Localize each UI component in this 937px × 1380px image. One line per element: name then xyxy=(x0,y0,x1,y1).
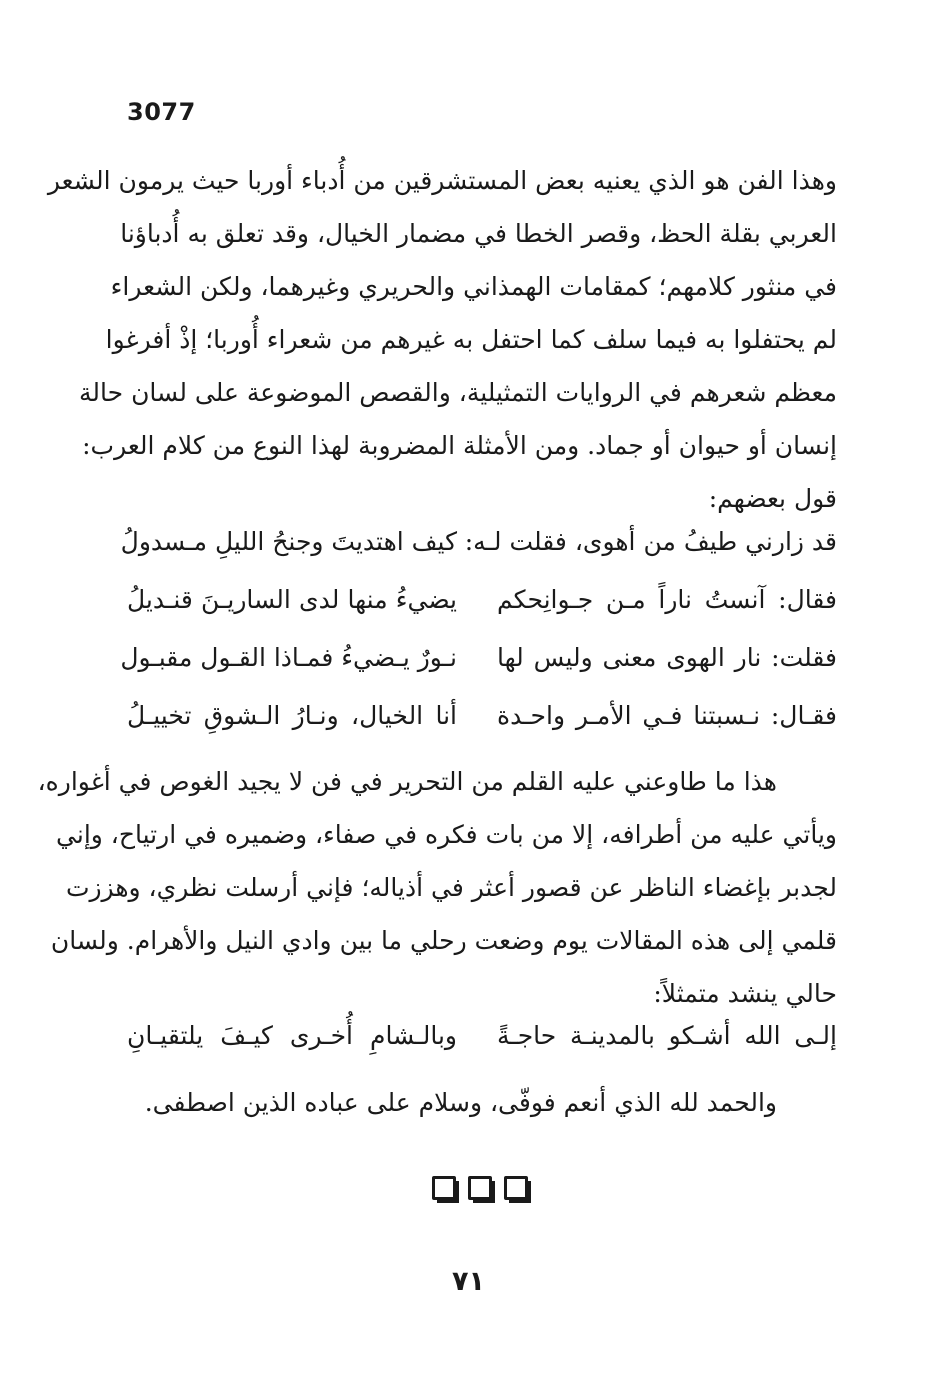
poem-verse xyxy=(127,688,837,746)
poem-verse xyxy=(127,1008,837,1066)
verse-second-hemistich: أنا الخيال، ونـارُ الـشوقِ تخييـلُ xyxy=(127,701,457,730)
verse-second-hemistich: نـورٌ يـضيءُ فمـاذا القـول مقبـول xyxy=(120,643,457,672)
closing-poem-block xyxy=(127,1008,837,1066)
text-line: معظم شعرهم في الروايات التمثيلية، والقصص الموضوعة على لسان حالة xyxy=(79,378,837,407)
verse-first-hemistich: فقلت: نار الهوى معنى وليس لها xyxy=(497,643,837,672)
verse-second-hemistich: كيف اهتديتَ وجنحُ الليلِ مـسدولُ xyxy=(120,527,457,556)
intro-paragraph xyxy=(47,154,837,525)
text-line: إنسان أو حيوان أو جماد. ومن الأمثلة المضروبة لهذا النوع من كلام العرب: xyxy=(82,431,837,460)
verse-first-hemistich: فقال: آنستُ ناراً مـن جـوانِحكم xyxy=(497,585,837,614)
verse-first-hemistich: قد زارني طيفُ من أهوى، فقلت لـه: xyxy=(464,527,837,556)
text-line: هذا ما طاوعني عليه القلم من التحرير في فن لا يجيد الغوص في أغواره، xyxy=(37,767,777,796)
poem-verse xyxy=(120,514,837,572)
text-line: وهذا الفن هو الذي يعنيه بعض المستشرقين من أُدباء أوربا حيث يرمون الشعر xyxy=(47,166,837,195)
square-ornament-icon xyxy=(432,1176,456,1200)
text-line: العربي بقلة الحظ، وقصر الخطا في مضمار الخيال، وقد تعلق به أُدباؤنا xyxy=(120,219,837,248)
section-end-ornament xyxy=(432,1176,528,1200)
square-ornament-icon xyxy=(468,1176,492,1200)
verse-first-hemistich: فقـال: نـسبتنا فـي الأمـر واحـدة xyxy=(497,701,837,730)
text-line: لجدبر بإغضاء الناظر عن قصور أعثر في أذياله؛ فإني أرسلت نظري، وهززت xyxy=(65,873,837,902)
closing-paragraph xyxy=(37,755,837,1020)
text-line: قول بعضهم: xyxy=(708,484,837,513)
poem-block xyxy=(120,514,837,746)
text-line: قلمي إلى هذه المقالات يوم وضعت رحلي ما بين وادي النيل والأهرام. ولسان xyxy=(50,926,837,955)
final-paragraph xyxy=(127,1076,837,1129)
verse-second-hemistich: وبالـشامِ أُخـرى كيـفَ يلتقيـانِ xyxy=(127,1021,457,1050)
verse-second-hemistich: يضيءُ منها لدى الساريـنَ قنـديلُ xyxy=(127,585,457,614)
page-number: ٧١ xyxy=(452,1266,485,1297)
square-ornament-icon xyxy=(504,1176,528,1200)
poem-verse xyxy=(127,572,837,630)
verse-first-hemistich: إلـى الله أشـكو بالمدينـة حاجـةً xyxy=(497,1021,837,1050)
running-page-number: 3077 xyxy=(127,98,196,126)
text-line: في منثور كلامهم؛ كمقامات الهمذاني والحريري وغيرهما، ولكن الشعراء xyxy=(110,272,837,301)
text-line: لم يحتفلوا به فيما سلف كما احتفل به غيرهم من شعراء أُوربا؛ إذْ أفرغوا xyxy=(105,325,837,354)
text-line: حالي ينشد متمثلاً: xyxy=(653,979,837,1008)
text-line: ويأتي عليه من أطرافه، إلا من بات فكره في صفاء، وضميره في ارتياح، وإني xyxy=(56,820,837,849)
text-line: والحمد لله الذي أنعم فوفّى، وسلام على عباده الذين اصطفى. xyxy=(144,1088,777,1117)
poem-verse xyxy=(120,630,837,688)
